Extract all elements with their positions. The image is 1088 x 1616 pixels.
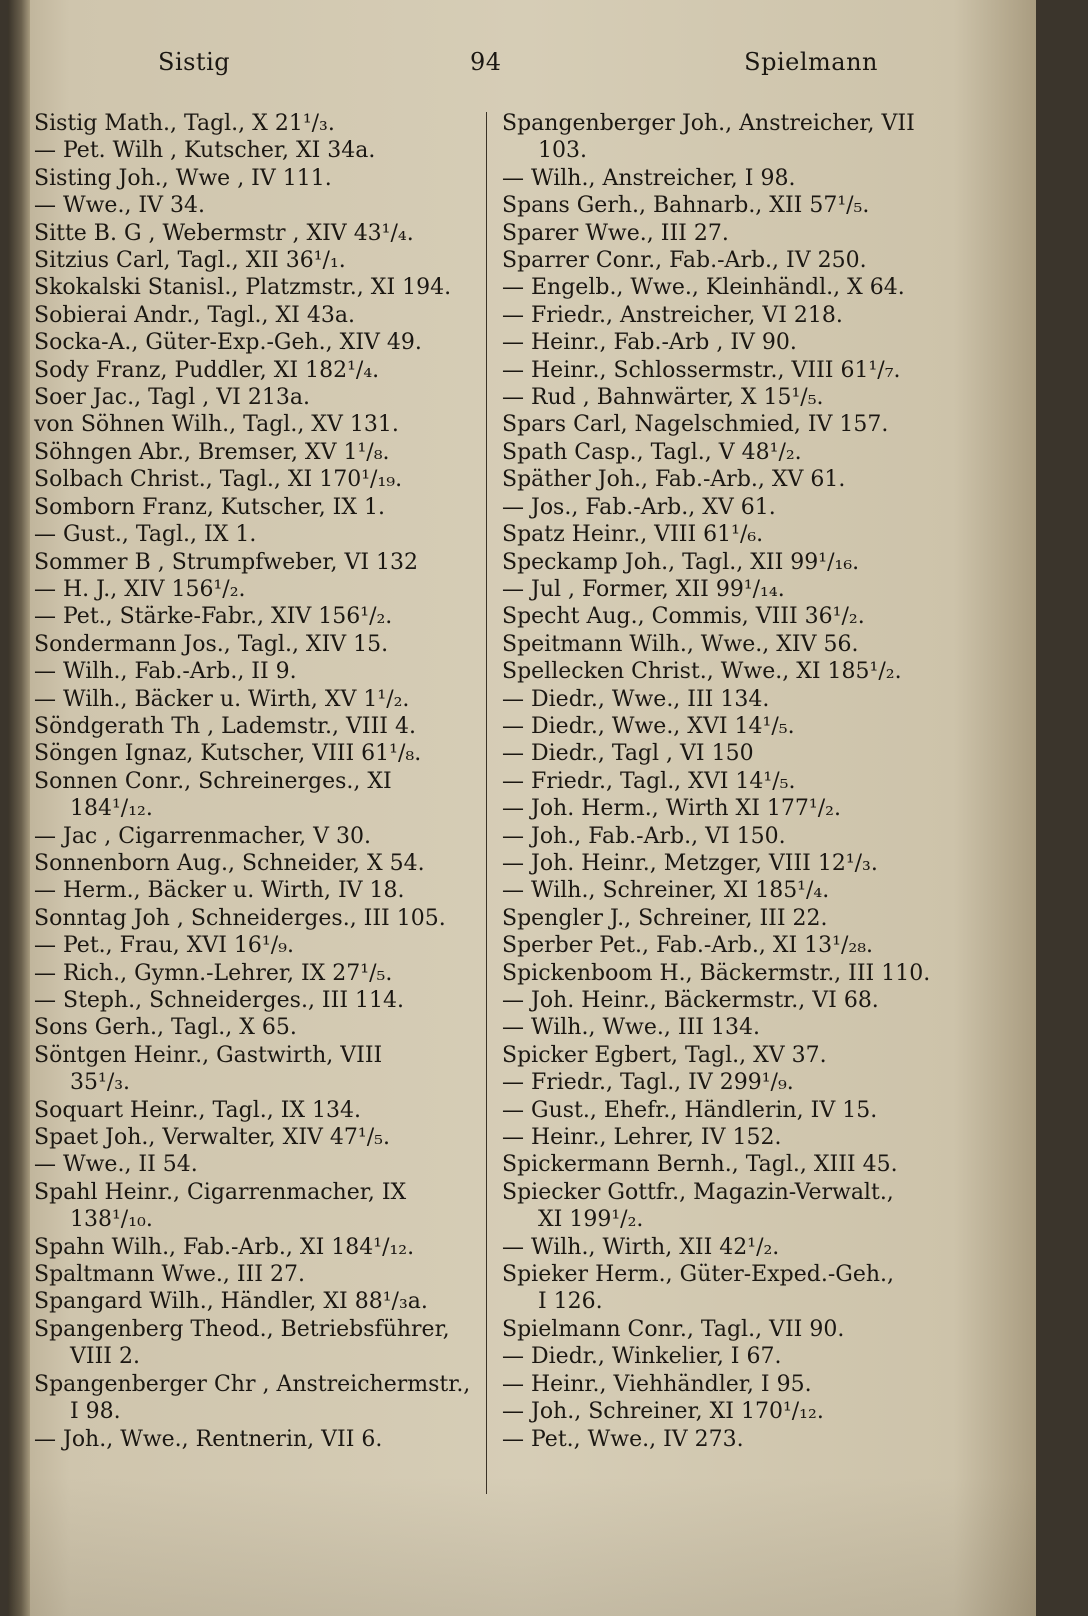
- page-number: 94: [470, 48, 502, 76]
- directory-entry: Sonntag Joh , Schneiderges., III 105.: [34, 905, 446, 931]
- directory-entry: — Engelb., Wwe., Kleinhändl., X 64.: [502, 275, 905, 301]
- directory-entry: — Gust., Ehefr., Händlerin, IV 15.: [502, 1097, 878, 1123]
- directory-entry: — Heinr., Fab.-Arb , IV 90.: [502, 330, 797, 356]
- directory-entry: Spans Gerh., Bahnarb., XII 57¹/₅.: [502, 193, 870, 219]
- directory-entry: Söngen Ignaz, Kutscher, VIII 61¹/₈.: [34, 741, 422, 767]
- page-header: [98, 48, 978, 88]
- directory-entry: — Joh., Fab.-Arb., VI 150.: [502, 823, 786, 849]
- directory-entry: — Friedr., Tagl., XVI 14¹/₅.: [502, 768, 796, 794]
- directory-entry: Sons Gerh., Tagl., X 65.: [34, 1015, 297, 1041]
- directory-entry: Sonnen Conr., Schreinerges., XI: [34, 768, 392, 794]
- directory-entry: Speitmann Wilh., Wwe., XIV 56.: [502, 631, 859, 657]
- directory-entry: Spaet Joh., Verwalter, XIV 47¹/₅.: [34, 1125, 390, 1151]
- directory-entry: Spatz Heinr., VIII 61¹/₆.: [502, 522, 764, 548]
- directory-entry: Soer Jac., Tagl , VI 213a.: [34, 385, 310, 411]
- directory-entry: VIII 2.: [70, 1344, 140, 1370]
- directory-entry: Spieker Herm., Güter-Exped.-Geh.,: [502, 1262, 895, 1288]
- directory-entry: — Wilh., Schreiner, XI 185¹/₄.: [502, 878, 830, 904]
- directory-entry: Spangenberg Theod., Betriebsführer,: [34, 1316, 450, 1342]
- directory-entry: Spangenberger Joh., Anstreicher, VII: [502, 111, 915, 136]
- directory-entry: — Wilh., Wwe., III 134.: [502, 1015, 760, 1041]
- directory-entry: Spahl Heinr., Cigarrenmacher, IX: [34, 1179, 407, 1205]
- directory-entry: Spengler J., Schreiner, III 22.: [502, 905, 828, 931]
- directory-entry: 35¹/₃.: [70, 1070, 131, 1096]
- directory-entry: Spath Casp., Tagl., V 48¹/₂.: [502, 439, 802, 465]
- directory-entry: — Pet. Wilh , Kutscher, XI 34a.: [34, 138, 376, 164]
- right-column: [502, 110, 962, 1453]
- directory-entry: Sobierai Andr., Tagl., XI 43a.: [34, 302, 355, 328]
- directory-page: [8, 0, 1036, 1616]
- directory-entry: I 98.: [70, 1399, 121, 1425]
- directory-entry: Spickermann Bernh., Tagl., XIII 45.: [502, 1152, 898, 1178]
- directory-entry: — Steph., Schneiderges., III 114.: [34, 988, 404, 1013]
- directory-entry: Solbach Christ., Tagl., XI 170¹/₁₉.: [34, 467, 403, 493]
- directory-entry: Söndgerath Th , Lademstr., VIII 4.: [34, 713, 416, 739]
- directory-entry: 184¹/₁₂.: [70, 796, 153, 822]
- directory-entry: Spahn Wilh., Fab.-Arb., XI 184¹/₁₂.: [34, 1234, 415, 1260]
- directory-entry: — Friedr., Anstreicher, VI 218.: [502, 302, 843, 328]
- directory-entry: — Joh. Heinr., Metzger, VIII 12¹/₃.: [502, 850, 878, 876]
- directory-entry: — Diedr., Tagl , VI 150: [502, 741, 754, 767]
- directory-entry: — Gust., Tagl., IX 1.: [34, 522, 257, 548]
- directory-entry: Sperber Pet., Fab.-Arb., XI 13¹/₂₈.: [502, 933, 874, 959]
- page-shading: [8, 1476, 1036, 1616]
- directory-entry: Socka-A., Güter-Exp.-Geh., XIV 49.: [34, 330, 422, 356]
- directory-entry: Sistig Math., Tagl., X 21¹/₃.: [34, 111, 335, 136]
- directory-entry: Sondermann Jos., Tagl., XIV 15.: [34, 631, 389, 657]
- directory-entry: Spars Carl, Nagelschmied, IV 157.: [502, 412, 889, 438]
- directory-entry: Spangard Wilh., Händler, XI 88¹/₃a.: [34, 1289, 428, 1315]
- directory-entry: Söhngen Abr., Bremser, XV 1¹/₈.: [34, 439, 390, 465]
- header-left-catchword: Sistig: [158, 48, 231, 76]
- directory-entry: — H. J., XIV 156¹/₂.: [34, 576, 246, 602]
- directory-entry: Specht Aug., Commis, VIII 36¹/₂.: [502, 604, 865, 630]
- directory-entry: — Jul , Former, XII 99¹/₁₄.: [502, 576, 785, 602]
- left-column: [34, 110, 474, 1453]
- directory-entry: — Wilh., Wirth, XII 42¹/₂.: [502, 1234, 780, 1260]
- directory-entry: — Herm., Bäcker u. Wirth, IV 18.: [34, 878, 405, 904]
- directory-entry: — Diedr., Winkelier, I 67.: [502, 1344, 782, 1370]
- directory-entry: Späther Joh., Fab.-Arb., XV 61.: [502, 467, 846, 493]
- directory-entry: XI 199¹/₂.: [538, 1207, 644, 1233]
- directory-entry: Spaltmann Wwe., III 27.: [34, 1262, 305, 1288]
- directory-entry: — Rud , Bahnwärter, X 15¹/₅.: [502, 385, 824, 411]
- directory-entry: — Joh., Schreiner, XI 170¹/₁₂.: [502, 1399, 824, 1425]
- directory-entry: — Wwe., IV 34.: [34, 193, 205, 219]
- directory-entry: — Joh. Heinr., Bäckermstr., VI 68.: [502, 988, 879, 1013]
- directory-entry: Sparer Wwe., III 27.: [502, 220, 729, 246]
- directory-entry: Somborn Franz, Kutscher, IX 1.: [34, 494, 386, 520]
- directory-entry: Soquart Heinr., Tagl., IX 134.: [34, 1097, 362, 1123]
- directory-entry: — Joh., Wwe., Rentnerin, VII 6.: [34, 1426, 383, 1452]
- directory-entry: — Wwe., II 54.: [34, 1152, 198, 1178]
- directory-entry: von Söhnen Wilh., Tagl., XV 131.: [34, 412, 399, 438]
- directory-entry: Sommer B , Strumpfweber, VI 132: [34, 549, 419, 575]
- directory-entry: Sisting Joh., Wwe , IV 111.: [34, 165, 332, 191]
- directory-entry: — Diedr., Wwe., XVI 14¹/₅.: [502, 713, 795, 739]
- directory-entry: — Joh. Herm., Wirth XI 177¹/₂.: [502, 796, 841, 822]
- directory-entry: Speckamp Joh., Tagl., XII 99¹/₁₆.: [502, 549, 860, 575]
- directory-entry: Spiecker Gottfr., Magazin-Verwalt.,: [502, 1179, 894, 1205]
- directory-entry: — Wilh., Fab.-Arb., II 9.: [34, 659, 297, 685]
- directory-entry: — Pet., Stärke-Fabr., XIV 156¹/₂.: [34, 604, 393, 630]
- directory-entry: Spickenboom H., Bäckermstr., III 110.: [502, 960, 931, 986]
- column-divider: [486, 112, 487, 1494]
- directory-entry: 138¹/₁₀.: [70, 1207, 153, 1233]
- directory-entry: Sody Franz, Puddler, XI 182¹/₄.: [34, 357, 380, 383]
- directory-entry: — Diedr., Wwe., III 134.: [502, 686, 770, 712]
- directory-entry: — Jos., Fab.-Arb., XV 61.: [502, 494, 776, 520]
- directory-entry: — Friedr., Tagl., IV 299¹/₉.: [502, 1070, 794, 1096]
- directory-entry: — Heinr., Lehrer, IV 152.: [502, 1125, 782, 1151]
- directory-entry: — Wilh., Anstreicher, I 98.: [502, 165, 796, 191]
- directory-entry: — Wilh., Bäcker u. Wirth, XV 1¹/₂.: [34, 686, 410, 712]
- directory-entry: — Rich., Gymn.-Lehrer, IX 27¹/₅.: [34, 960, 393, 986]
- directory-entry: I 126.: [538, 1289, 603, 1315]
- directory-entry: Sitzius Carl, Tagl., XII 36¹/₁.: [34, 248, 346, 274]
- directory-entry: Söntgen Heinr., Gastwirth, VIII: [34, 1042, 383, 1068]
- book-binding-edge: [8, 0, 30, 1616]
- directory-entry: Sitte B. G , Webermstr , XIV 43¹/₄.: [34, 220, 414, 246]
- directory-entry: — Heinr., Schlossermstr., VIII 61¹/₇.: [502, 357, 901, 383]
- directory-entry: — Pet., Frau, XVI 16¹/₉.: [34, 933, 294, 959]
- directory-entry: 103.: [538, 138, 587, 164]
- directory-entry: Spellecken Christ., Wwe., XI 185¹/₂.: [502, 659, 902, 685]
- directory-entry: Spicker Egbert, Tagl., XV 37.: [502, 1042, 827, 1068]
- directory-entry: Spangenberger Chr , Anstreichermstr.,: [34, 1371, 471, 1397]
- directory-entry: — Heinr., Viehhändler, I 95.: [502, 1371, 812, 1397]
- directory-entry: Skokalski Stanisl., Platzmstr., XI 194.: [34, 275, 452, 301]
- directory-entry: Sparrer Conr., Fab.-Arb., IV 250.: [502, 248, 867, 274]
- directory-entry: — Pet., Wwe., IV 273.: [502, 1426, 744, 1452]
- directory-entry: Spielmann Conr., Tagl., VII 90.: [502, 1316, 845, 1342]
- header-right-catchword: Spielmann: [744, 48, 878, 76]
- directory-entry: Sonnenborn Aug., Schneider, X 54.: [34, 850, 425, 876]
- directory-entry: — Jac , Cigarrenmacher, V 30.: [34, 823, 371, 849]
